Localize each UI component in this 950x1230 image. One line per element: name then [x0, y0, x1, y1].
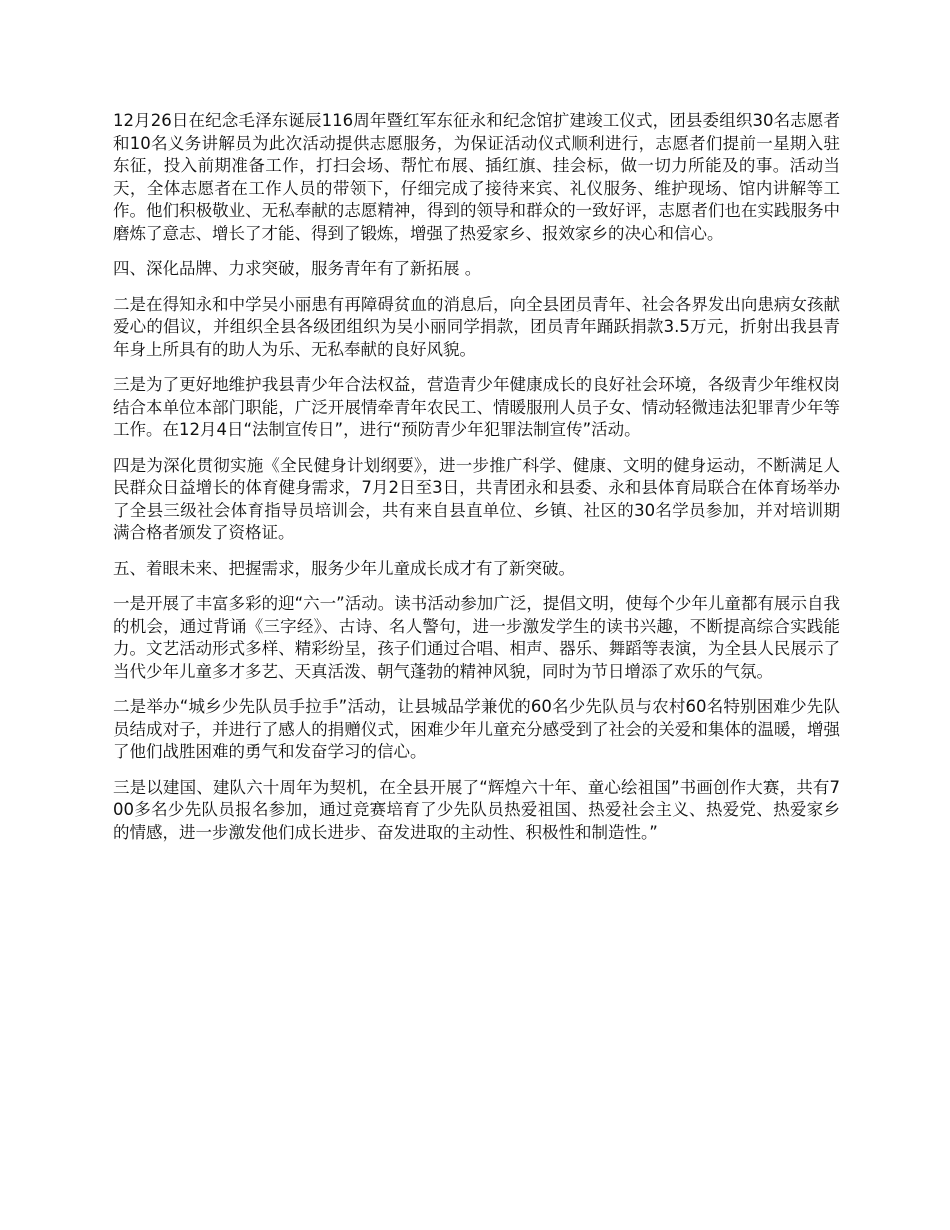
- paragraph-hand-in-hand: 二是举办“城乡少先队员手拉手”活动，让县城品学兼优的60名少先队员与农村60名特别困难少先队员结成对子，并进行了感人的捐赠仪式，困难少年儿童充分感受到了社会的关爱和集体的温暖，增强了他们战胜困难的勇气和发奋学习的信心。: [113, 697, 840, 761]
- section-heading-five: 五、着眼未来、把握需求，服务少年儿童成长成才有了新突破。: [113, 558, 575, 578]
- paragraph-youth-rights: 三是为了更好地维护我县青少年合法权益，营造青少年健康成长的良好社会环境，各级青少年维权岗结合本单位本部门职能，广泛开展情牵青年农民工、情暖服刑人员子女、情动轻微违法犯罪青少年等工作。在12月4日“法制宣传日”，进行“预防青少年犯罪法制宣传”活动。: [113, 375, 840, 439]
- paragraph-volunteer-service: 12月26日在纪念毛泽东诞辰116周年暨红军东征永和纪念馆扩建竣工仪式，团县委组织30名志愿者和10名义务讲解员为此次活动提供志愿服务，为保证活动仪式顺利进行，志愿者们提前一星期入驻东征，投入前期准备工作，打扫会场、帮忙布展、插红旗、挂会标，做一切力所能及的事。活动当天，全体志愿者在工作人员的带领下，仔细完成了接待来宾、礼仪服务、维护现场、馆内讲解等工作。他们积极敬业、无私奉献的志愿精神，得到的领导和群众的一致好评，志愿者们也在实践服务中磨炼了意志、增长了才能、得到了锻炼，增强了热爱家乡、报效家乡的决心和信心。: [113, 111, 840, 243]
- section-heading-four: 四、深化品牌、力求突破，服务青年有了新拓展 。: [113, 259, 482, 278]
- paragraph-fitness-training: 四是为深化贯彻实施《全民健身计划纲要》，进一步推广科学、健康、文明的健身运动，不断满足人民群众日益增长的体育健身需求，7月2日至3日，共青团永和县委、永和县体育局联合在体育场举办了全县三级社会体育指导员培训会，共有来自县直单位、乡镇、社区的30名学员参加，并对培训期满合格者颁发了资格证。: [113, 455, 840, 542]
- paragraph-painting-contest: 三是以建国、建队六十周年为契机，在全县开展了“辉煌六十年、童心绘祖国”书画创作大赛，共有700多名少先队员报名参加，通过竞赛培育了少先队员热爱祖国、热爱社会主义、热爱党、热爱家乡的情感，进一步激发他们成长进步、奋发进取的主动性、积极性和制造性。”: [113, 777, 840, 842]
- paragraph-childrens-day: 一是开展了丰富多彩的迎“六一”活动。读书活动参加广泛，提倡文明，使每个少年儿童都有展示自我的机会，通过背诵《三字经》、古诗、名人警句，进一步激发学生的读书兴趣，不断提高综合实践能力。文艺活动形式多样、精彩纷呈，孩子们通过合唱、相声、器乐、舞蹈等表演，为全县人民展示了当代少年儿童多才多艺、天真活泼、朝气蓬勃的精神风貌，同时为节日增添了欢乐的气氛。: [113, 594, 840, 681]
- paragraph-donation: 二是在得知永和中学吴小丽患有再障碍贫血的消息后，向全县团员青年、社会各界发出向患病女孩献爱心的倡议，并组织全县各级团组织为吴小丽同学捐款，团员青年踊跃捐款3.5万元，折射出我县青年身上所具有的助人为乐、无私奉献的良好风貌。: [113, 294, 840, 359]
- document-body: [113, 110, 840, 857]
